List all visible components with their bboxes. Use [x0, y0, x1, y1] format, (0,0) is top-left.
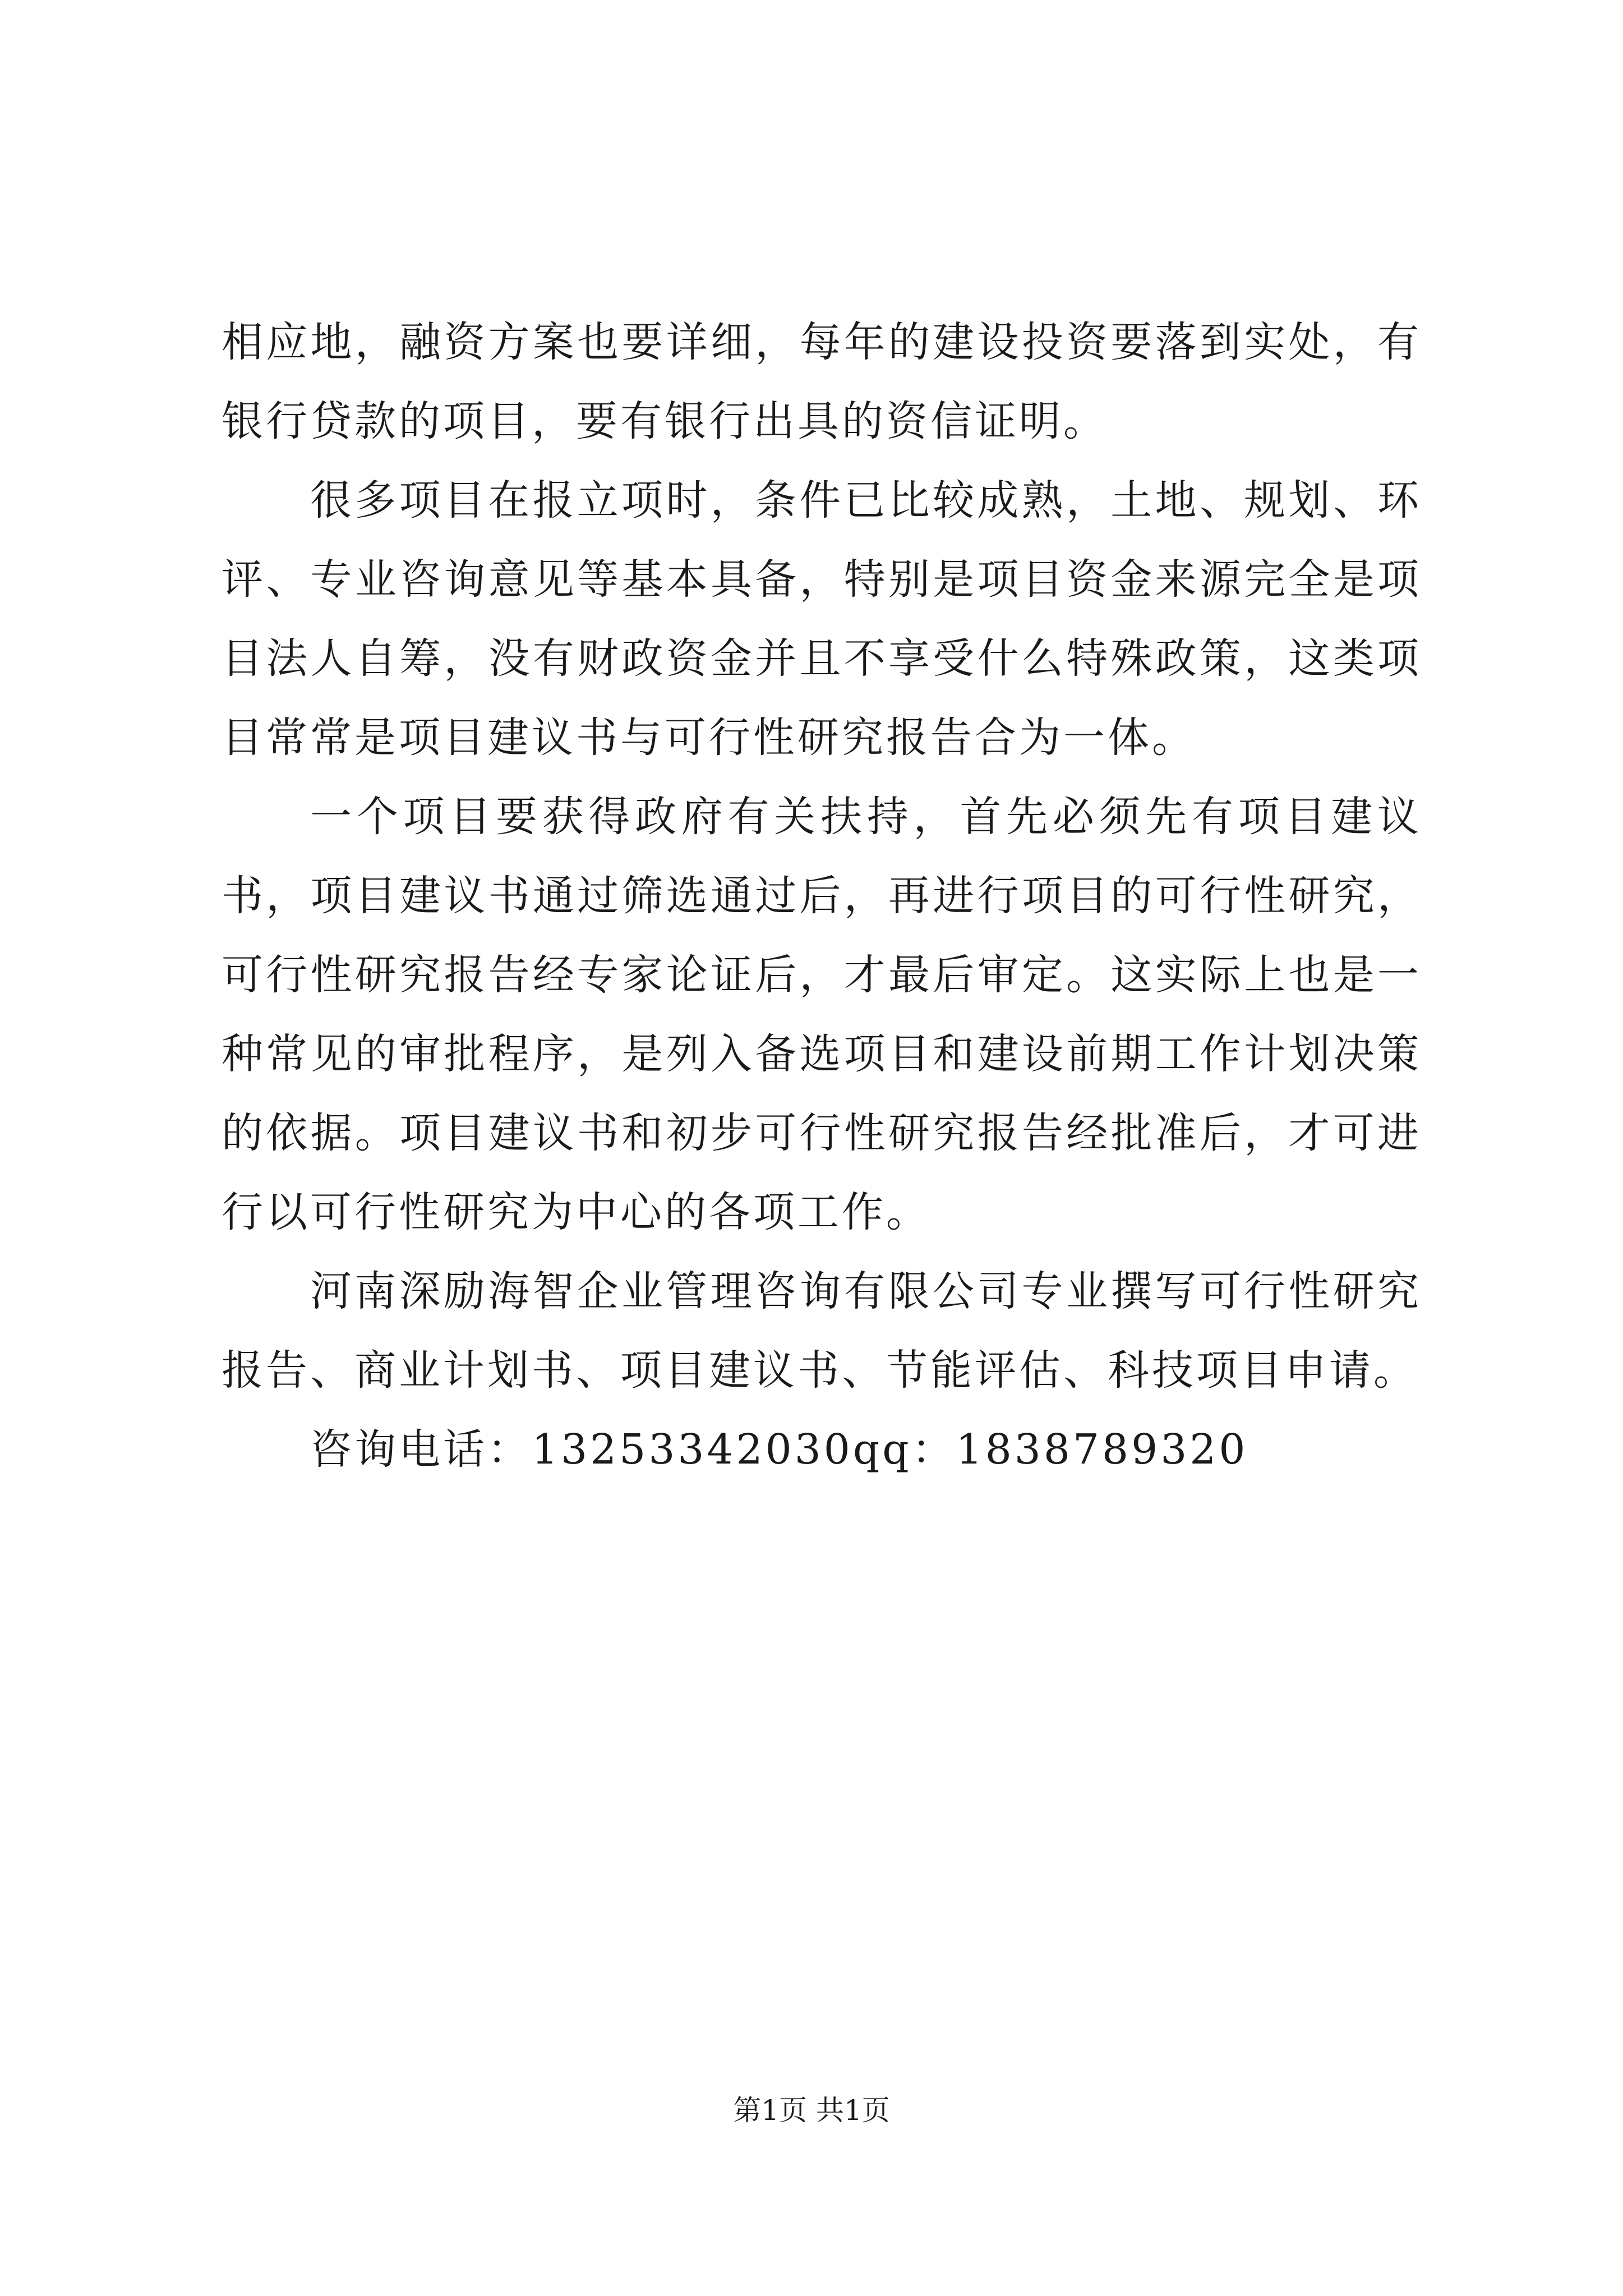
- paragraph-contact-info: 咨询电话：13253342030qq：1838789320: [310, 1425, 1248, 1474]
- paragraph-financing-plan: 相应地，融资方案也要详细，每年的建设投资要落到实处，有银行贷款的项目，要有银行出具的资信证明。: [222, 318, 1422, 445]
- page-footer: 第1页 共1页: [733, 2094, 890, 2127]
- paragraph-company-services: 河南深励海智企业管理咨询有限公司专业撰写可行性研究报告、商业计划书、项目建议书、节能评估、科技项目申请。: [222, 1267, 1422, 1395]
- paragraph-government-support: 一个项目要获得政府有关扶持，首先必须先有项目建议书，项目建议书通过筛选通过后，再进行项目的可行性研究，可行性研究报告经专家论证后，才最后审定。这实际上也是一种常见的审批程序，是列入备选项目和建设前期工作计划决策的依据。项目建议书和初步可行性研究报告经批准后，才可进行以可行性研究为中心的各项工作。: [222, 793, 1422, 1236]
- document-body: [222, 303, 1422, 1489]
- paragraph-project-approval: 很多项目在报立项时，条件已比较成熟，土地、规划、环评、专业咨询意见等基本具备，特别是项目资金来源完全是项目法人自筹，没有财政资金并且不享受什么特殊政策，这类项目常常是项目建议书与可行性研究报告合为一体。: [222, 476, 1422, 762]
